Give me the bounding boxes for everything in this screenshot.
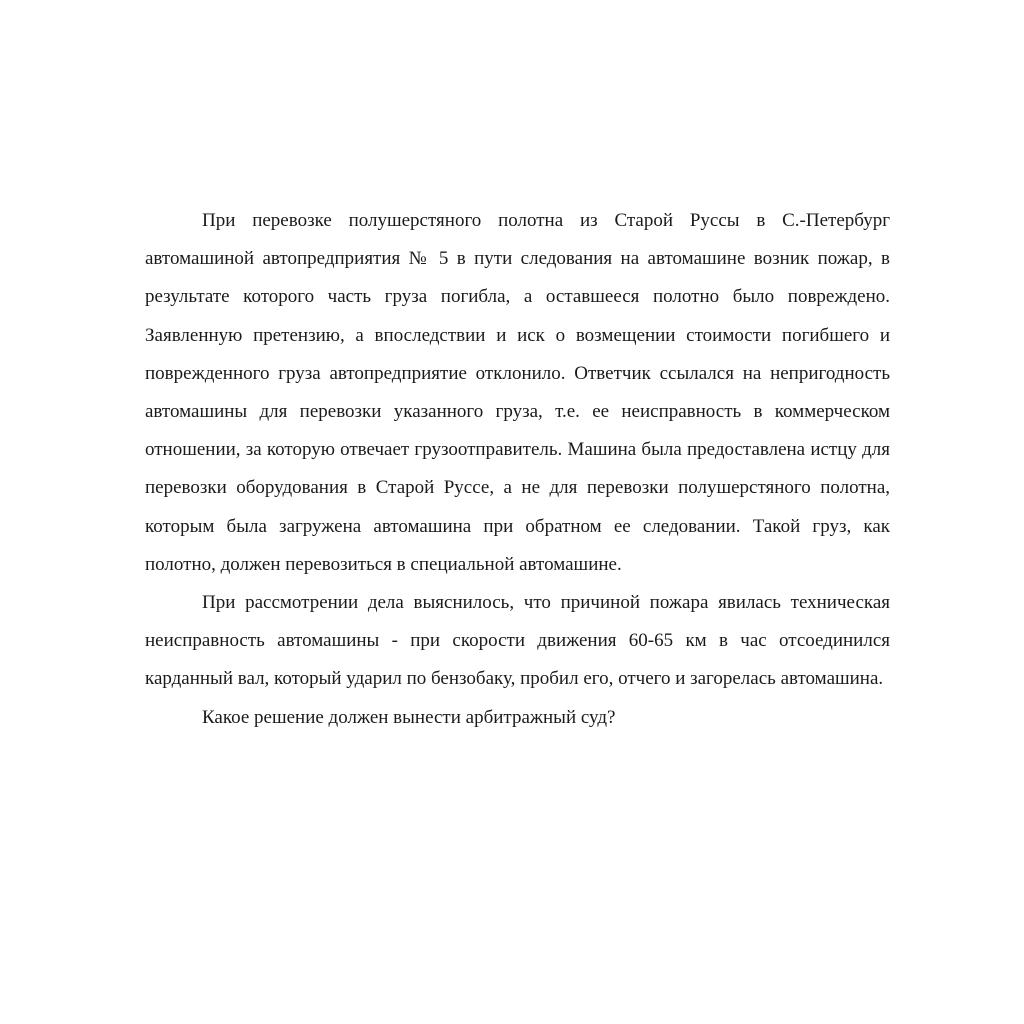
paragraph-question: Какое решение должен вынести арбитражный суд? — [202, 706, 616, 728]
document-body — [145, 202, 890, 737]
paragraph-investigation: При рассмотрении дела выяснилось, что причиной пожара явилась техническая неисправность автомашины - при скорости движения 60-65 км в час отсоединился карданный вал, который ударил по бензобаку, пробил его, отчего и загорелась автомашина. — [145, 592, 890, 690]
paragraph-case-facts: При перевозке полушерстяного полотна из Старой Руссы в С.-Петербург автомашиной автопредприятия № 5 в пути следования на автомашине возник пожар, в результате которого часть груза погибла, а оставшееся полотно было повреждено. Заявленную претензию, а впоследствии и иск о возмещении стоимости погибшего и поврежденного груза автопредприятие отклонило. Ответчик ссылался на непригодность автомашины для перевозки указанного груза, т.е. ее неисправность в коммерческом отношении, за которую отвечает грузоотправитель. Машина была предоставлена истцу для перевозки оборудования в Старой Руссе, а не для перевозки полушерстяного полотна, которым была загружена автомашина при обратном ее следовании. Такой груз, как полотно, должен перевозиться в специальной автомашине. — [145, 210, 890, 575]
